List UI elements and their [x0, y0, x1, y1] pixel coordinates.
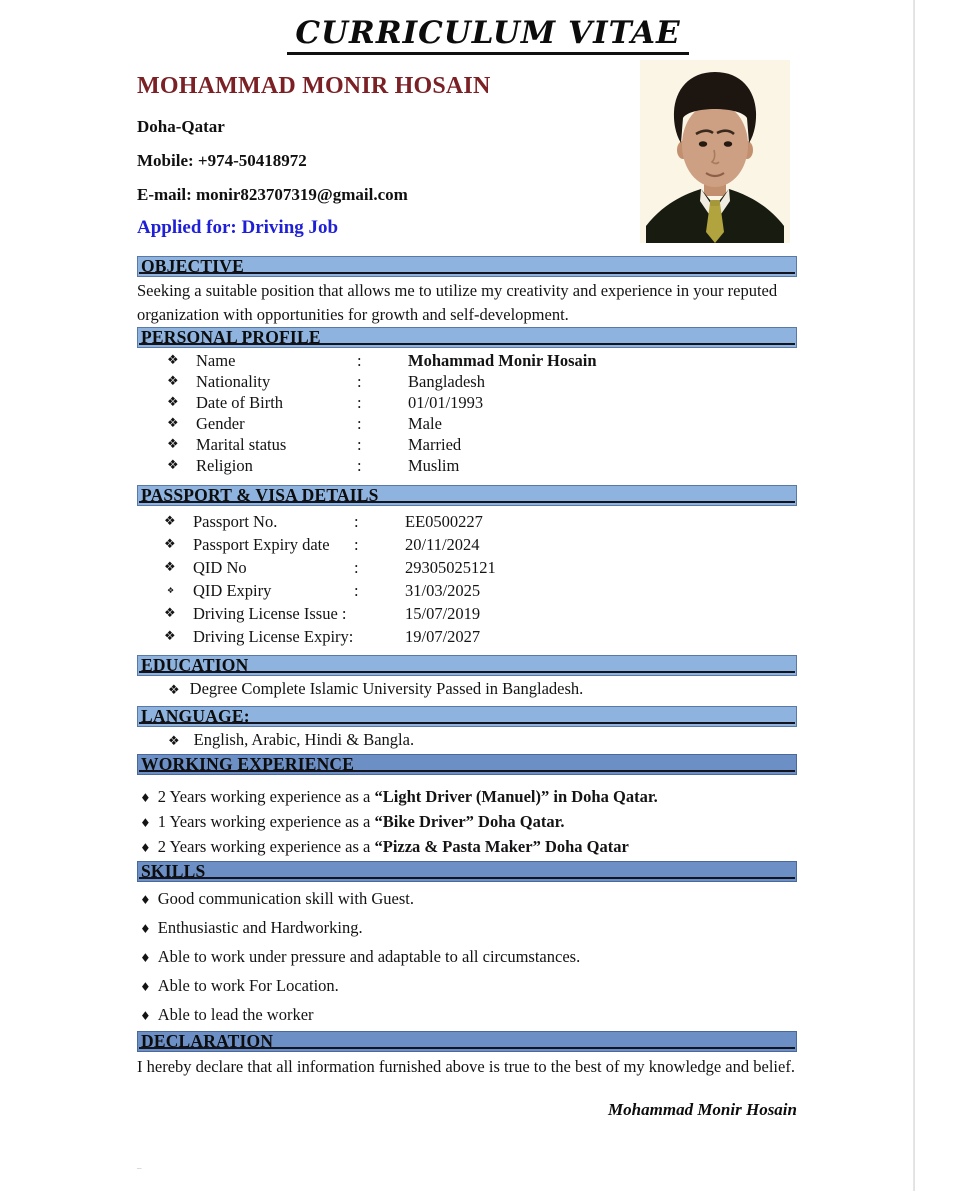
- personal-profile-list: [137, 350, 797, 476]
- passport-row-number: ❖ Passport No. : EE0500227: [164, 512, 483, 531]
- diamond-bullet-icon: ❖: [164, 560, 176, 575]
- diamond-bullet-icon: ❖: [164, 514, 176, 529]
- profile-row-religion: ❖ Religion : Muslim: [167, 456, 460, 475]
- passport-row-license-expiry: ❖ Driving License Expiry: 19/07/2027: [164, 627, 481, 646]
- skill-item: ♦ Able to work under pressure and adaptable to all circumstances.: [140, 947, 581, 966]
- diamond-bullet-icon: ❖: [167, 374, 179, 389]
- signature-name: Mohammad Monir Hosain: [608, 1100, 797, 1119]
- applicant-name: MOHAMMAD MONIR HOSAIN: [137, 73, 491, 99]
- language-item: ❖ English, Arabic, Hindi & Bangla.: [137, 729, 797, 753]
- education-item: ❖ Degree Complete Islamic University Passed in Bangladesh.: [137, 678, 797, 702]
- skill-item: ♦ Enthusiastic and Hardworking.: [140, 918, 363, 937]
- section-heading-skills: SKILLS: [137, 861, 797, 882]
- filled-diamond-bullet-icon: ♦: [140, 980, 151, 994]
- profile-row-gender: ❖ Gender : Male: [167, 414, 442, 433]
- skill-item: ♦ Able to lead the worker: [140, 1005, 314, 1024]
- filled-diamond-bullet-icon: ♦: [140, 1009, 151, 1023]
- diamond-bullet-icon: ❖: [164, 537, 176, 552]
- profile-row-nationality: ❖ Nationality : Bangladesh: [167, 372, 485, 391]
- page-footer-mark: –: [137, 1163, 141, 1173]
- diamond-bullet-icon: ❖: [168, 683, 180, 698]
- diamond-bullet-icon: ❖: [167, 395, 179, 410]
- passport-details-list: [137, 510, 797, 648]
- applicant-mobile: Mobile: +974-50418972: [137, 151, 307, 170]
- profile-row-name: ❖ Name : Mohammad Monir Hosain: [167, 351, 597, 370]
- diamond-bullet-icon: ❖: [167, 458, 179, 473]
- section-heading-objective: OBJECTIVE: [137, 256, 797, 277]
- skill-item: ♦ Good communication skill with Guest.: [140, 889, 414, 908]
- objective-text: Seeking a suitable position that allows me to utilize my creativity and experience in your reputed organization with opportunities for growth and self-development.: [137, 281, 778, 324]
- profile-row-marital-status: ❖ Marital status : Married: [167, 435, 462, 454]
- diamond-bullet-icon: ❖: [167, 437, 179, 452]
- section-heading-education: EDUCATION: [137, 655, 797, 676]
- page-title: CURRICULUM VITAE: [287, 17, 688, 55]
- passport-row-license-issue: ❖ Driving License Issue : 15/07/2019: [164, 604, 481, 623]
- section-heading-declaration: DECLARATION: [137, 1031, 797, 1052]
- profile-row-date-of-birth: ❖ Date of Birth : 01/01/1993: [167, 393, 484, 412]
- filled-diamond-bullet-icon: ♦: [140, 922, 151, 936]
- diamond-bullet-icon: ❖: [167, 416, 179, 431]
- diamond-bullet-icon: ❖: [168, 734, 180, 749]
- applicant-location: Doha-Qatar: [137, 117, 225, 136]
- diamond-bullet-icon: ❖: [167, 353, 179, 368]
- section-heading-passport-visa: PASSPORT & VISA DETAILS: [137, 485, 797, 506]
- skills-list: [137, 885, 797, 1030]
- filled-diamond-bullet-icon: ♦: [140, 951, 151, 965]
- experience-item: ♦ 2 Years working experience as a “Light Driver (Manuel)” in Doha Qatar.: [140, 787, 658, 806]
- skill-item: ♦ Able to work For Location.: [140, 976, 339, 995]
- applicant-email: E-mail: monir823707319@gmail.com: [137, 185, 408, 204]
- filled-diamond-bullet-icon: ♦: [140, 893, 151, 907]
- diamond-bullet-icon: ❖: [164, 629, 176, 644]
- applied-for: Applied for: Driving Job: [137, 217, 339, 238]
- experience-list: [137, 785, 797, 860]
- filled-diamond-bullet-icon: ♦: [140, 791, 151, 805]
- section-heading-working-experience: WORKING EXPERIENCE: [137, 754, 797, 775]
- small-diamond-bullet-icon: ❖: [167, 586, 175, 595]
- passport-row-qid-no: ❖ QID No : 29305025121: [164, 558, 496, 577]
- passport-row-qid-expiry: ❖ QID Expiry : 31/03/2025: [164, 579, 797, 602]
- declaration-text: I hereby declare that all information furnished above is true to the best of my knowledge and belief.: [137, 1057, 795, 1076]
- filled-diamond-bullet-icon: ♦: [140, 841, 151, 855]
- filled-diamond-bullet-icon: ♦: [140, 816, 151, 830]
- experience-item: ♦ 1 Years working experience as a “Bike Driver” Doha Qatar.: [140, 812, 565, 831]
- passport-row-expiry: ❖ Passport Expiry date : 20/11/2024: [164, 535, 480, 554]
- section-heading-personal-profile: PERSONAL PROFILE: [137, 327, 797, 348]
- section-heading-language: LANGUAGE:: [137, 706, 797, 727]
- cv-body: [137, 0, 797, 1119]
- diamond-bullet-icon: ❖: [164, 606, 176, 621]
- page-scan-seam: [913, 0, 915, 1191]
- experience-item: ♦ 2 Years working experience as a “Pizza & Pasta Maker” Doha Qatar: [140, 837, 629, 856]
